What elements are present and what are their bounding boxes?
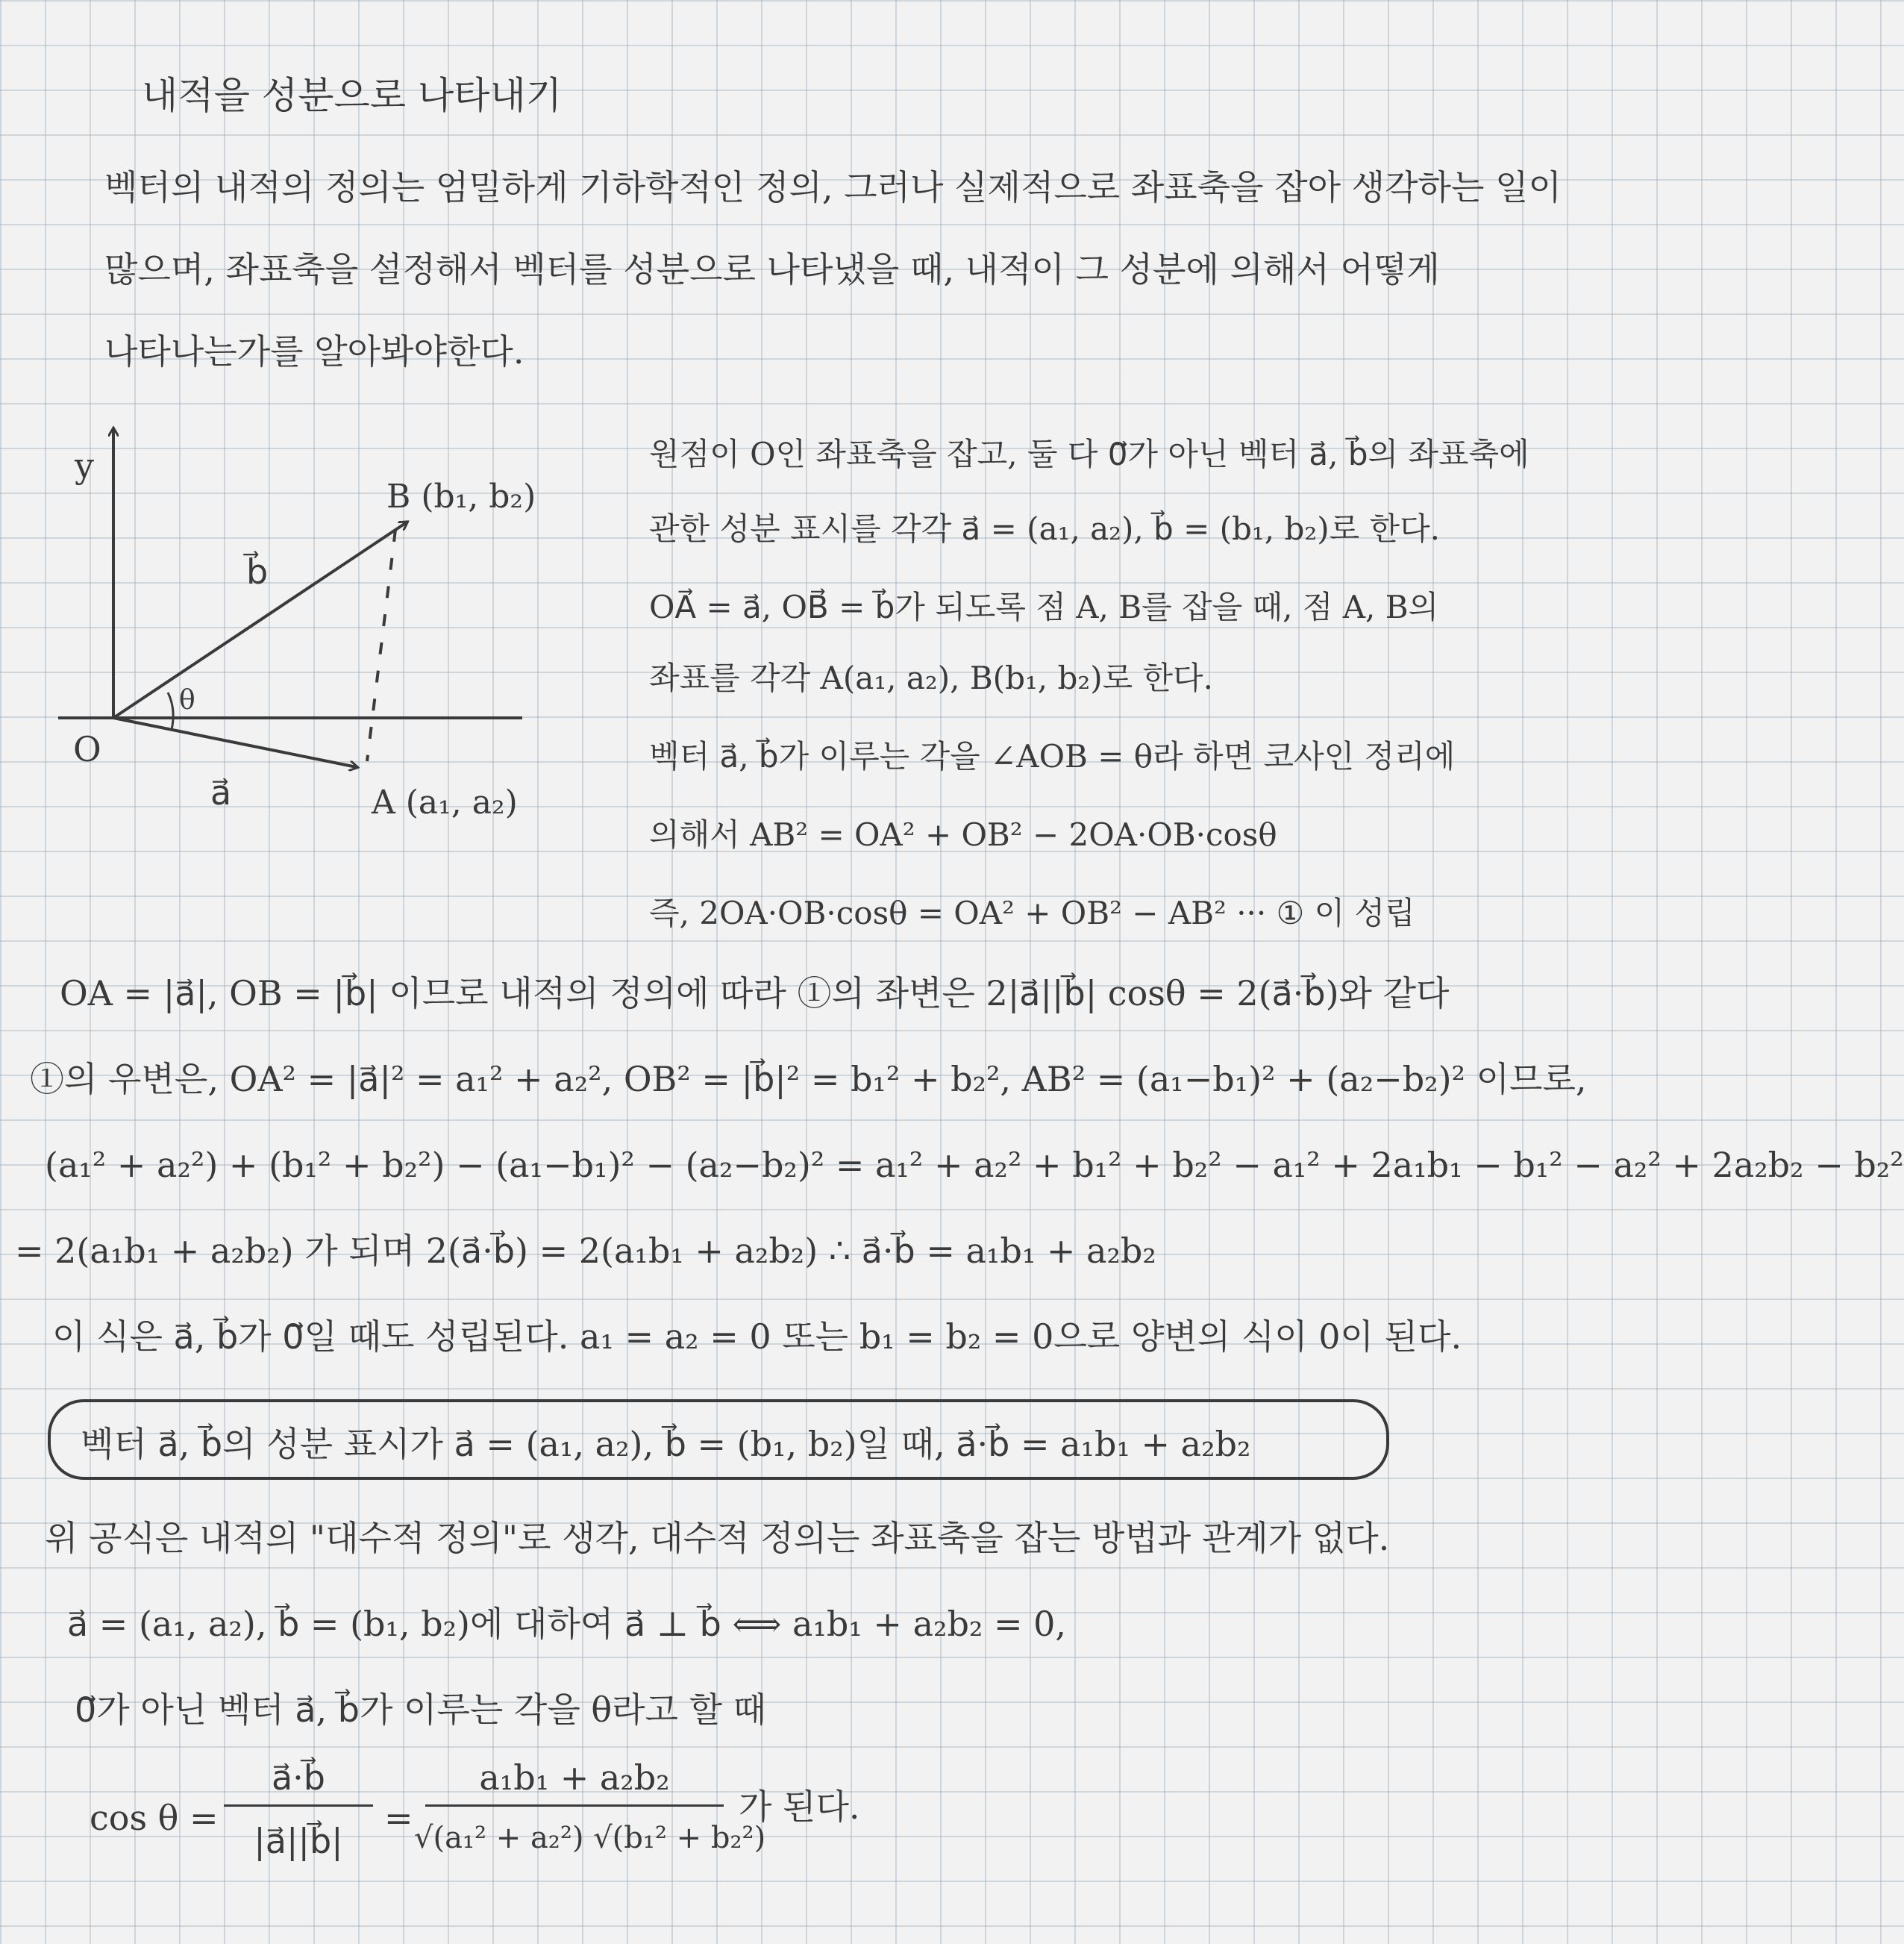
body-line-4: = 2(a₁b₁ + a₂b₂) 가 되며 2(a⃗·b⃗) = 2(a₁b₁ + a₂b₂) ∴ a⃗·b⃗ = a₁b₁ + a₂b₂	[15, 1231, 1156, 1271]
intro-line-2: 많으며, 좌표축을 설정해서 벡터를 성분으로 나타냈을 때, 내적이 그 성분에 의해서 어떻게	[104, 249, 1440, 290]
right-line-2: 관한 성분 표시를 각각 a⃗ = (a₁, a₂), b⃗ = (b₁, b₂)로 한다.	[649, 510, 1440, 547]
body-line-1: OA = |a⃗|, OB = |b⃗| 이므로 내적의 정의에 따라 ①의 좌변은 2|a⃗||b⃗| cosθ = 2(a⃗·b⃗)와 같다	[60, 973, 1450, 1013]
vector-a-arrow	[113, 718, 357, 767]
boxed-formula-text: 벡터 a⃗, b⃗의 성분 표시가 a⃗ = (a₁, a₂), b⃗ = (b₁, b₂)일 때, a⃗·b⃗ = a₁b₁ + a₂b₂	[81, 1424, 1251, 1464]
y-axis-label: y	[75, 446, 94, 486]
right-line-4: 좌표를 각각 A(a₁, a₂), B(b₁, b₂)로 한다.	[649, 660, 1214, 696]
theta-label: θ	[179, 685, 195, 716]
body-line-2: ①의 우변은, OA² = |a⃗|² = a₁² + a₂², OB² = |b⃗|² = b₁² + b₂², AB² = (a₁−b₁)² + (a₂−b₂)² 이므로,	[30, 1059, 1587, 1099]
intro-line-3: 나타나는가를 알아봐야한다.	[104, 331, 524, 372]
fraction-bar-2	[425, 1804, 724, 1807]
fraction-bar-1	[224, 1804, 373, 1807]
cos-denominator-2: √(a₁² + a₂²) √(b₁² + b₂²)	[414, 1821, 766, 1855]
point-a-label: A (a₁, a₂)	[372, 784, 518, 822]
cos-lhs: cos θ =	[90, 1798, 219, 1838]
cos-numerator-1: a⃗·b⃗	[271, 1757, 325, 1798]
body-line-5: 이 식은 a⃗, b⃗가 0⃗일 때도 성립된다. a₁ = a₂ = 0 또는 b₁ = b₂ = 0으로 양변의 식이 0이 된다.	[52, 1316, 1462, 1357]
point-b-label: B (b₁, b₂)	[386, 478, 536, 516]
right-line-7: 즉, 2OA·OB·cosθ = OA² + OB² − AB² ··· ① 이 성립	[649, 895, 1415, 931]
dashed-projection	[367, 530, 395, 761]
cos-denominator-1: |a⃗||b⃗|	[254, 1821, 343, 1861]
after-line-3: 0⃗가 아닌 벡터 a⃗, b⃗가 이루는 각을 θ라고 할 때	[75, 1690, 767, 1730]
vector-b-label: b⃗	[246, 551, 269, 592]
cos-equals: =	[384, 1798, 413, 1838]
vector-diagram	[45, 410, 612, 828]
after-line-2: a⃗ = (a₁, a₂), b⃗ = (b₁, b₂)에 대하여 a⃗ ⊥ b⃗ ⟺ a₁b₁ + a₂b₂ = 0,	[67, 1604, 1067, 1644]
cos-numerator-2: a₁b₁ + a₂b₂	[479, 1757, 670, 1798]
vector-a-label: a⃗	[210, 772, 232, 813]
boxed-formula	[48, 1399, 1389, 1480]
cos-tail: 가 된다.	[739, 1787, 860, 1827]
right-line-5: 벡터 a⃗, b⃗가 이루는 각을 ∠AOB = θ라 하면 코사인 정리에	[649, 738, 1456, 775]
body-line-3: (a₁² + a₂²) + (b₁² + b₂²) − (a₁−b₁)² − (a₂−b₂)² = a₁² + a₂² + b₁² + b₂² − a₁² + 2a₁b₁ − b₁² − a₂² + 2a₂b₂ − b₂²	[45, 1145, 1904, 1185]
intro-line-1: 벡터의 내적의 정의는 엄밀하게 기하학적인 정의, 그러나 실제적으로 좌표축을 잡아 생각하는 일이	[104, 167, 1562, 207]
page-title: 내적을 성분으로 나타내기	[142, 74, 563, 117]
after-line-1: 위 공식은 내적의 "대수적 정의"로 생각, 대수적 정의는 좌표축을 잡는 방법과 관계가 없다.	[45, 1518, 1390, 1558]
origin-label: O	[73, 729, 101, 769]
right-line-3: OA⃗ = a⃗, OB⃗ = b⃗가 되도록 점 A, B를 잡을 때, 점 A, B의	[649, 589, 1439, 625]
theta-arc	[168, 693, 173, 730]
right-line-1: 원점이 O인 좌표축을 잡고, 둘 다 0⃗가 아닌 벡터 a⃗, b⃗의 좌표축에	[649, 436, 1529, 472]
right-line-6: 의해서 AB² = OA² + OB² − 2OA·OB·cosθ	[649, 816, 1277, 853]
